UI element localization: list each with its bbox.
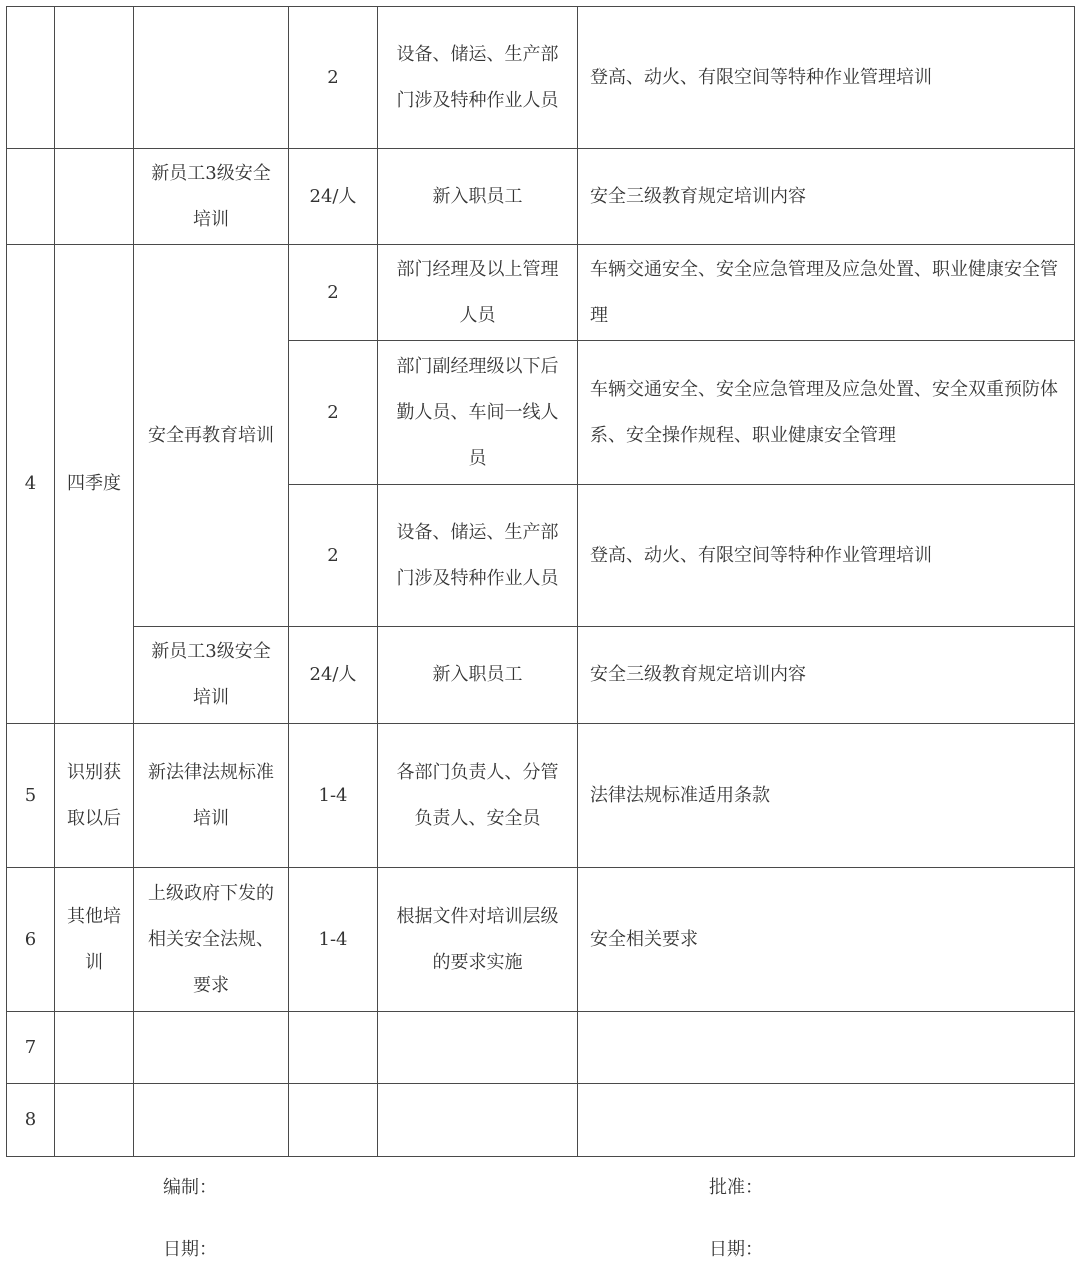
content-cell: 登高、动火、有限空间等特种作业管理培训 <box>578 485 1075 627</box>
time-cell: 其他培训 <box>55 868 134 1012</box>
project-cell: 安全再教育培训 <box>134 245 289 627</box>
audience-cell <box>378 1012 578 1084</box>
hours-cell <box>289 1084 378 1157</box>
content-cell <box>578 1012 1075 1084</box>
content-cell: 安全相关要求 <box>578 868 1075 1012</box>
audience-cell: 根据文件对培训层级的要求实施 <box>378 868 578 1012</box>
content-cell: 安全三级教育规定培训内容 <box>578 149 1075 245</box>
project-cell <box>134 1012 289 1084</box>
prepared-by-label: 编制： <box>163 1177 217 1198</box>
time-cell <box>55 7 134 149</box>
seq-cell <box>7 7 55 149</box>
audience-cell: 各部门负责人、分管负责人、安全员 <box>378 724 578 868</box>
project-cell: 新员工3级安全培训 <box>134 149 289 245</box>
table-row <box>7 1084 1075 1157</box>
hours-cell: 2 <box>289 245 378 341</box>
content-cell <box>578 1084 1075 1157</box>
content-cell: 车辆交通安全、安全应急管理及应急处置、安全双重预防体系、安全操作规程、职业健康安全管理 <box>578 341 1075 485</box>
hours-cell: 24/人 <box>289 627 378 724</box>
seq-cell: 6 <box>7 868 55 1012</box>
project-cell: 上级政府下发的相关安全法规、要求 <box>134 868 289 1012</box>
audience-cell: 新入职员工 <box>378 627 578 724</box>
approved-by-label: 批准： <box>709 1177 763 1198</box>
seq-cell: 8 <box>7 1084 55 1157</box>
audience-cell: 设备、储运、生产部门涉及特种作业人员 <box>378 7 578 149</box>
table-row <box>7 7 1075 149</box>
content-cell: 安全三级教育规定培训内容 <box>578 627 1075 724</box>
hours-cell: 2 <box>289 485 378 627</box>
hours-cell: 2 <box>289 341 378 485</box>
table-row <box>7 724 1075 868</box>
audience-cell: 设备、储运、生产部门涉及特种作业人员 <box>378 485 578 627</box>
time-cell: 四季度 <box>55 245 134 724</box>
project-cell: 新员工3级安全培训 <box>134 627 289 724</box>
project-cell: 新法律法规标准培训 <box>134 724 289 868</box>
table-row <box>7 1012 1075 1084</box>
seq-cell: 7 <box>7 1012 55 1084</box>
audience-cell: 部门副经理级以下后勤人员、车间一线人员 <box>378 341 578 485</box>
date-label-left: 日期： <box>163 1239 217 1260</box>
table-row <box>7 149 1075 245</box>
time-cell <box>55 149 134 245</box>
date-label-right: 日期： <box>709 1239 763 1260</box>
hours-cell: 1-4 <box>289 724 378 868</box>
content-cell: 车辆交通安全、安全应急管理及应急处置、职业健康安全管理 <box>578 245 1075 341</box>
audience-cell: 新入职员工 <box>378 149 578 245</box>
seq-cell: 4 <box>7 245 55 724</box>
hours-cell <box>289 1012 378 1084</box>
table-row <box>7 868 1075 1012</box>
hours-cell: 1-4 <box>289 868 378 1012</box>
time-cell <box>55 1012 134 1084</box>
hours-cell: 2 <box>289 7 378 149</box>
content-cell: 登高、动火、有限空间等特种作业管理培训 <box>578 7 1075 149</box>
table-row <box>7 245 1075 341</box>
hours-cell: 24/人 <box>289 149 378 245</box>
time-cell <box>55 1084 134 1157</box>
seq-cell: 5 <box>7 724 55 868</box>
training-plan-table <box>6 6 1075 1157</box>
project-cell <box>134 7 289 149</box>
project-cell <box>134 1084 289 1157</box>
seq-cell <box>7 149 55 245</box>
content-cell: 法律法规标准适用条款 <box>578 724 1075 868</box>
time-cell: 识别获取以后 <box>55 724 134 868</box>
table-row <box>7 627 1075 724</box>
audience-cell: 部门经理及以上管理人员 <box>378 245 578 341</box>
audience-cell <box>378 1084 578 1157</box>
